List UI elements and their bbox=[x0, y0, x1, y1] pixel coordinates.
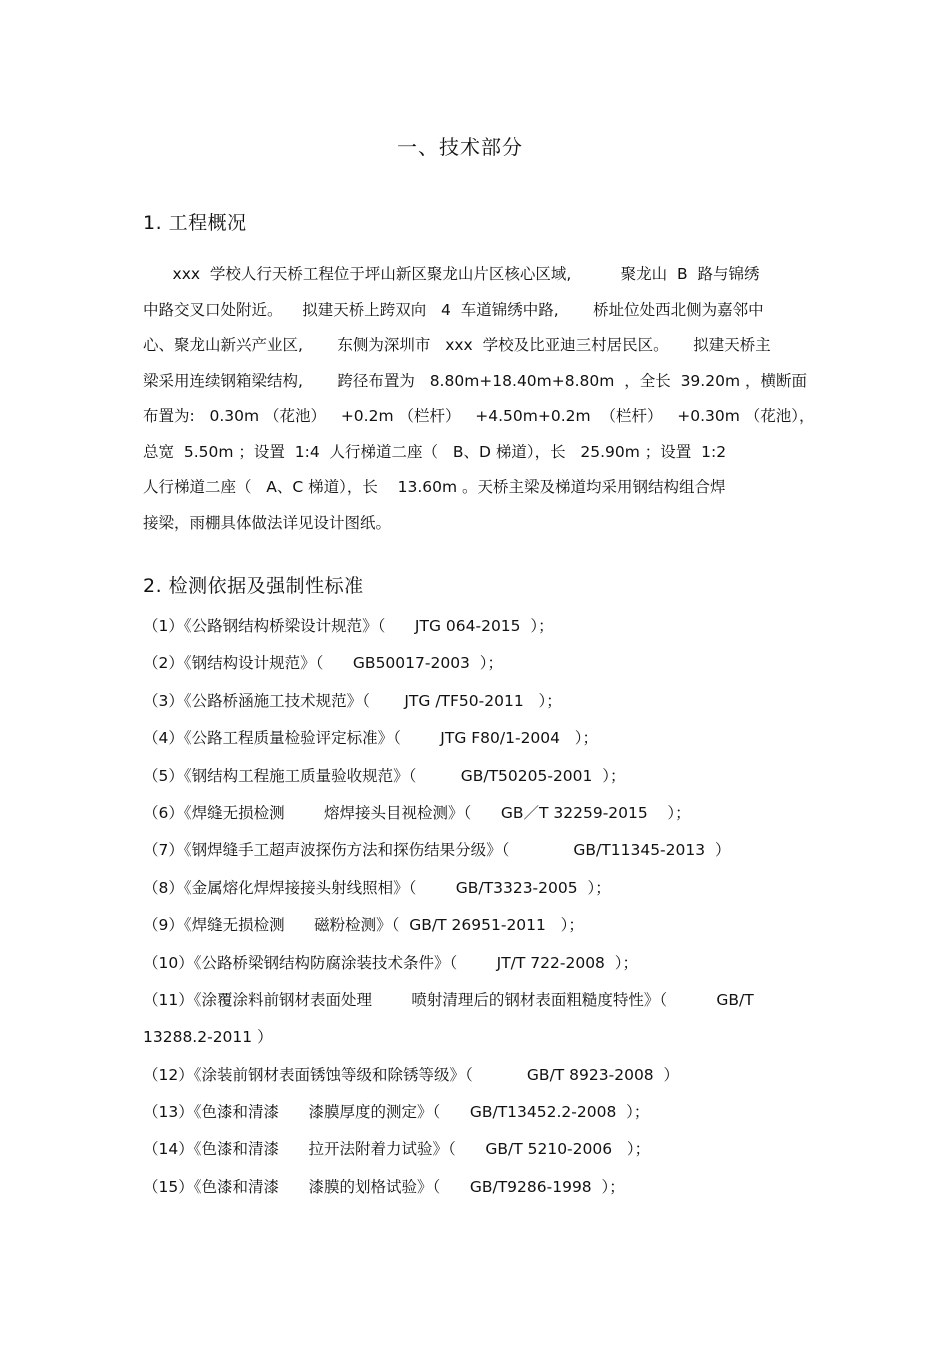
main-title: 一、技术部分 bbox=[397, 135, 523, 159]
paragraph-line: 人行梯道二座（ A、C 梯道），长 13.60m 。天桥主梁及梯道均采用钢结构组合焊 bbox=[143, 478, 726, 496]
standard-item: （3）《公路桥涵施工技术规范》（ JTG /TF50-2011 ）； bbox=[143, 691, 562, 710]
standard-item: （5）《钢结构工程施工质量验收规范》（ GB/T50205-2001 ）； bbox=[143, 766, 626, 785]
standard-item: （14）《色漆和清漆 拉开法附着力试验》（ GB/T 5210-2006 ）； bbox=[143, 1140, 651, 1159]
paragraph-line: 布置为: 0.30m （花池） +0.2m （栏杆） +4.50m+0.2m （栏杆） +0.30m （花池）， bbox=[143, 407, 815, 425]
paragraph-line: 总宽 5.50m ；设置 1:4 人行梯道二座（ B、D 梯道），长 25.90m ；设置 1:2 bbox=[143, 442, 727, 461]
standard-item-continuation: 13288.2-2011 ） bbox=[143, 1028, 273, 1047]
standard-item: （12）《涂装前钢材表面锈蚀等级和除锈等级》（ GB/T 8923-2008 ） bbox=[143, 1065, 680, 1084]
standard-item: （6）《焊缝无损检测 熔焊接头目视检测》（ GB／T 32259-2015 ）； bbox=[143, 803, 691, 822]
paragraph-line: xxx 学校人行天桥工程位于坪山新区聚龙山片区核心区域, 聚龙山 B 路与锦绣 bbox=[143, 265, 760, 283]
standard-item: （7）《钢焊缝手工超声波探伤方法和探伤结果分级》（ GB/T11345-2013 ） bbox=[143, 841, 731, 860]
standard-item: （10）《公路桥梁钢结构防腐涂装技术条件》（ JT/T 722-2008 ）； bbox=[143, 953, 639, 972]
standard-item: （9）《焊缝无损检测 磁粉检测》（ GB/T 26951-2011 ）； bbox=[143, 916, 584, 935]
standard-item: （4）《公路工程质量检验评定标准》（ JTG F80/1-2004 ）； bbox=[143, 729, 599, 748]
paragraph-line: 中路交叉口处附近。 拟建天桥上跨双向 4 车道锦绣中路, 桥址位处西北侧为嘉邻中 bbox=[143, 300, 764, 319]
standard-item: （2）《钢结构设计规范》（ GB50017-2003 ）； bbox=[143, 654, 504, 673]
standard-item: （11）《涂覆涂料前钢材表面处理 喷射清理后的钢材表面粗糙度特性》（ GB/T bbox=[143, 990, 754, 1009]
standard-item: （8）《金属熔化焊焊接接头射线照相》（ GB/T3323-2005 ）； bbox=[143, 878, 611, 897]
paragraph-line: 心、聚龙山新兴产业区, 东侧为深圳市 xxx 学校及比亚迪三村居民区。 拟建天桥主 bbox=[143, 336, 771, 354]
paragraph-line: 接梁，雨棚具体做法详见设计图纸。 bbox=[143, 513, 392, 532]
paragraph-line: 梁采用连续钢箱梁结构, 跨径布置为 8.80m+18.40m+8.80m ，全长 39.20m ，横断面 bbox=[143, 371, 807, 390]
standard-item: （13）《色漆和清漆 漆膜厚度的测定》（ GB/T13452.2-2008 ）； bbox=[143, 1103, 650, 1122]
overview-paragraph bbox=[143, 257, 823, 541]
standard-item: （1）《公路钢结构桥梁设计规范》（ JTG 064-2015 ）； bbox=[143, 617, 554, 635]
standard-item: （15）《色漆和清漆 漆膜的划格试验》（ GB/T9286-1998 ）； bbox=[143, 1177, 625, 1196]
section-heading-standards: 2. 检测依据及强制性标准 bbox=[143, 575, 364, 597]
section-heading-overview: 1. 工程概况 bbox=[143, 212, 247, 234]
standards-list bbox=[143, 608, 823, 1206]
